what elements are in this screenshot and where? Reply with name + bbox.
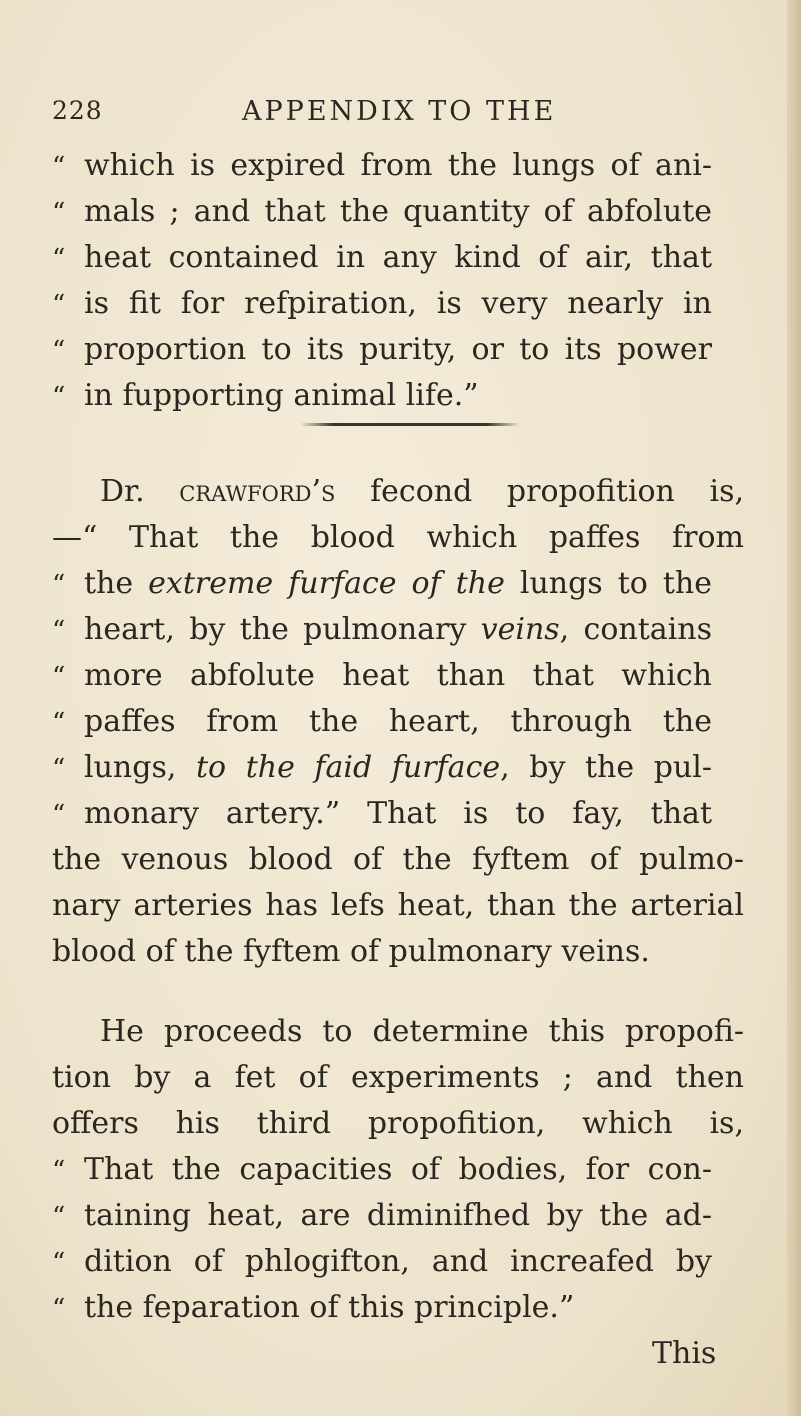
- text-line: offers his third propofition, which is,: [52, 1106, 744, 1141]
- quote-mark: “: [52, 800, 66, 830]
- page-header: [0, 96, 801, 136]
- text-line: “ monary artery.” That is to fay, that: [52, 795, 712, 834]
- text-line: “ paffes from the heart, through the: [52, 703, 712, 742]
- text-line: —“ That the blood which paffes from: [52, 520, 744, 555]
- text-line: “ which is expired from the lungs of ani-: [52, 147, 712, 186]
- text-line: “ That the capacities of bodies, for con-: [52, 1151, 712, 1190]
- text-line: “ proportion to its purity, or to its power: [52, 331, 712, 370]
- quote-mark: “: [52, 1202, 66, 1232]
- text-line: “ more abfolute heat than that which: [52, 657, 712, 696]
- quote-mark: “: [52, 152, 66, 182]
- quote-mark: “: [52, 570, 66, 600]
- text-line: tion by a fet of experiments ; and then: [52, 1060, 744, 1095]
- text-line: “ heart, by the pulmonary veins, contains: [52, 611, 712, 650]
- section-divider: [300, 423, 520, 426]
- text-line: He proceeds to determine this propofi-: [100, 1014, 744, 1049]
- text-line: “ the feparation of this principle.”: [52, 1289, 712, 1328]
- author-name: crawford’s: [179, 474, 336, 509]
- text-line: “ is fit for refpiration, is very nearly in: [52, 285, 712, 324]
- text-line: “ lungs, to the faid furface, by the pul-: [52, 749, 712, 788]
- quote-mark: “: [52, 198, 66, 228]
- page-number: 228: [52, 96, 103, 125]
- quote-mark: “: [52, 1248, 66, 1278]
- quote-mark: “: [52, 708, 66, 738]
- quote-mark: “: [52, 290, 66, 320]
- quote-mark: “: [52, 616, 66, 646]
- text-line: “ the extreme furface of the lungs to the: [52, 565, 712, 604]
- running-head: APPENDIX TO THE: [242, 96, 557, 127]
- quote-mark: “: [52, 336, 66, 366]
- text-line: “ taining heat, are diminifhed by the ad-: [52, 1197, 712, 1236]
- quote-mark: “: [52, 382, 66, 412]
- text-line: “ dition of phlogifton, and increafed by: [52, 1243, 712, 1282]
- quote-mark: “: [52, 754, 66, 784]
- text-line: “ heat contained in any kind of air, that: [52, 239, 712, 278]
- text-line: “ mals ; and that the quantity of abfolute: [52, 193, 712, 232]
- catchword: This: [652, 1336, 717, 1371]
- text-line: the venous blood of the fyftem of pulmo-: [52, 842, 744, 877]
- quote-mark: “: [52, 1294, 66, 1324]
- quote-mark: “: [52, 1156, 66, 1186]
- quote-mark: “: [52, 662, 66, 692]
- page-edge: [787, 0, 801, 1416]
- text-line: Dr. crawford’s fecond propofition is,: [100, 474, 745, 509]
- quote-mark: “: [52, 244, 66, 274]
- text-line: “ in fupporting animal life.”: [52, 377, 712, 416]
- text-line: nary arteries has lefs heat, than the arterial: [52, 888, 744, 923]
- text-line: blood of the fyftem of pulmonary veins.: [52, 934, 650, 969]
